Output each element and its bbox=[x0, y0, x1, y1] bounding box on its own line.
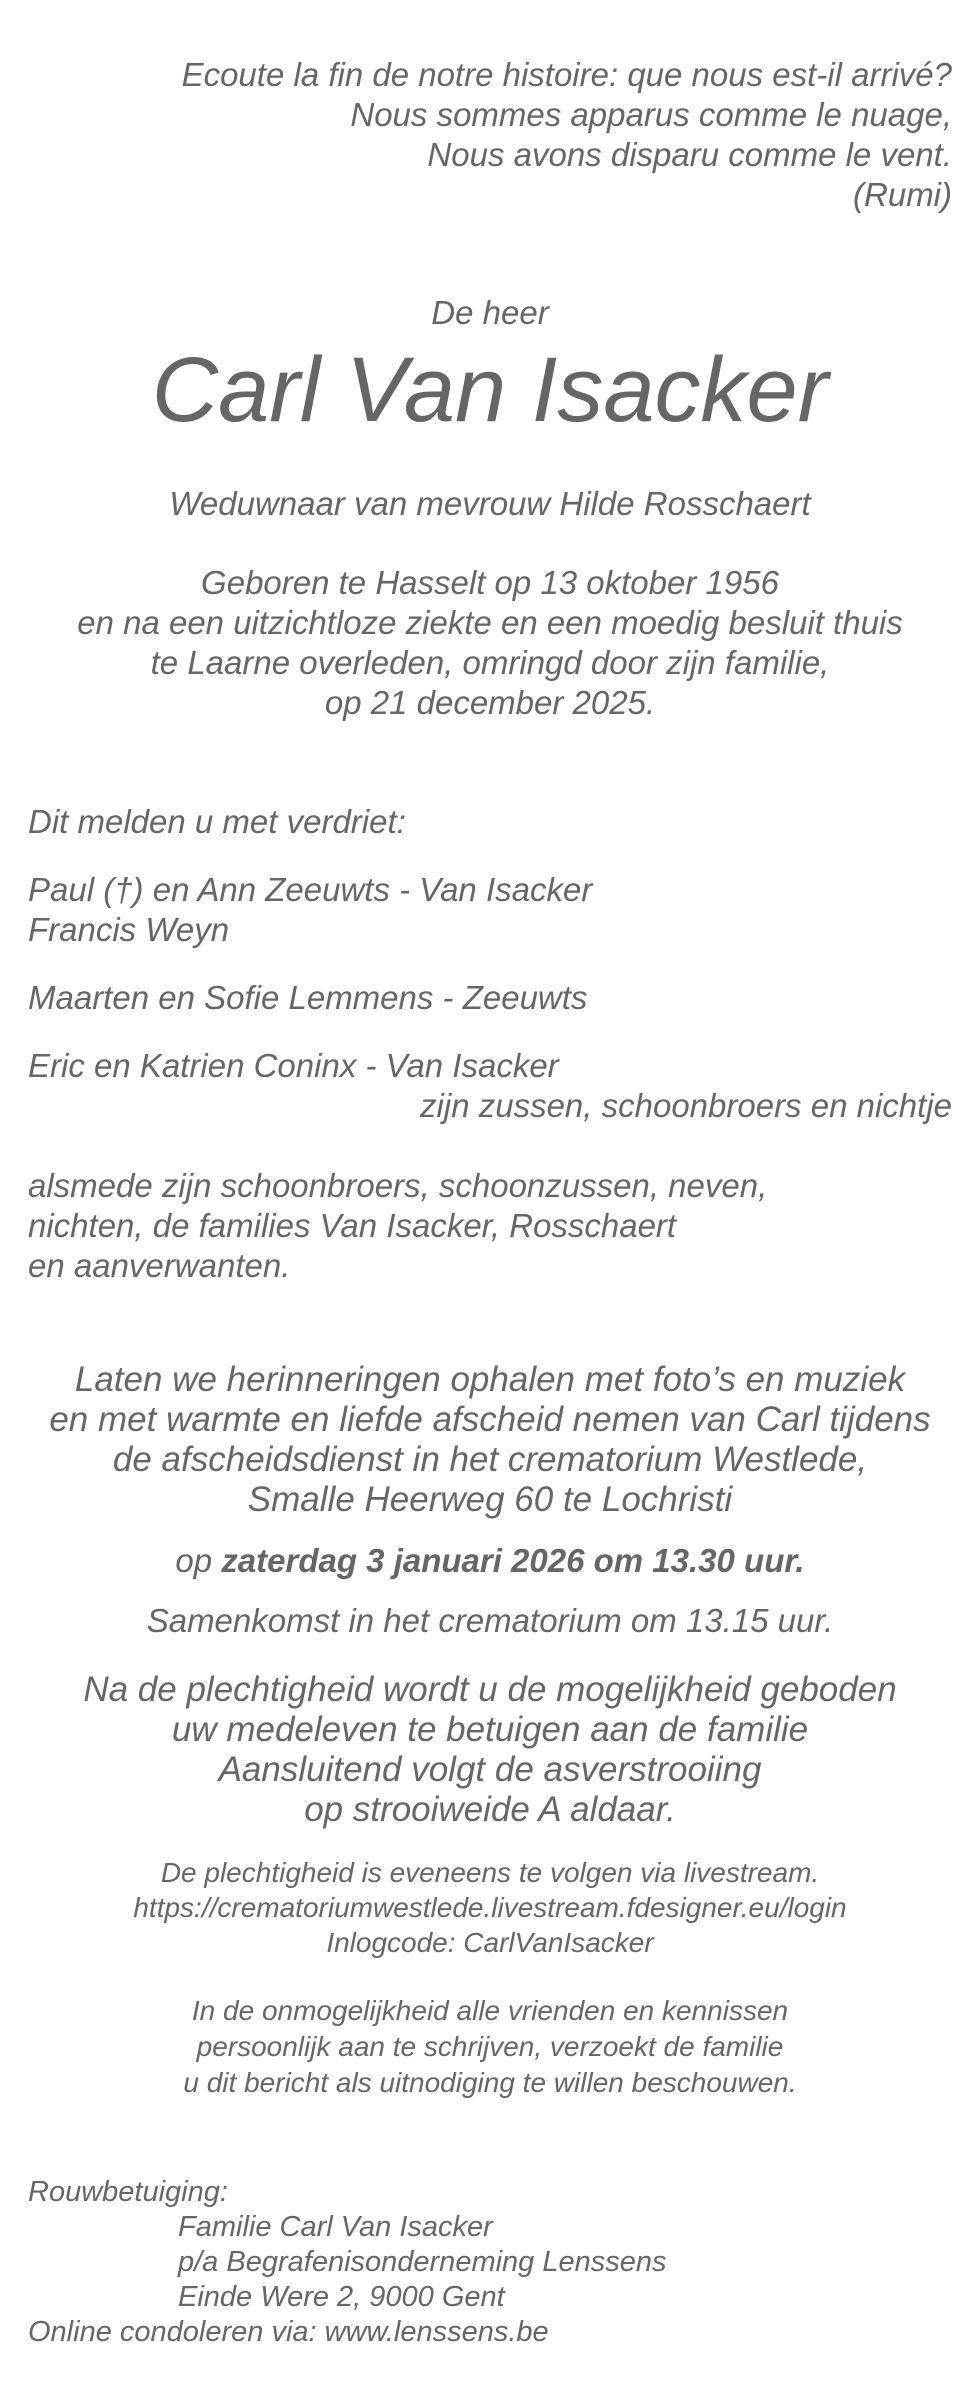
after-line: Aansluitend volgt de asverstrooiing bbox=[218, 1750, 762, 1789]
further-relatives bbox=[28, 1166, 952, 1286]
birth-line: Geboren te Hasselt op 13 oktober 1956 bbox=[201, 564, 779, 601]
condolence-info bbox=[28, 2175, 952, 2350]
ceremony-address: Smalle Heerweg 60 te Lochristi bbox=[247, 1480, 733, 1519]
deceased-name: Carl Van Isacker bbox=[151, 339, 829, 441]
family-intro: Dit melden u met verdriet: bbox=[28, 803, 406, 840]
quote-line: Ecoute la fin de notre histoire: que nous est-il arrivé? bbox=[181, 56, 952, 93]
livestream-code: Inlogcode: CarlVanIsacker bbox=[326, 1927, 654, 1958]
mourners-list bbox=[28, 870, 952, 1126]
mourner-group bbox=[28, 870, 952, 950]
condolence-label: Rouwbetuiging: bbox=[28, 2176, 228, 2208]
invitation-notice bbox=[28, 1993, 952, 2101]
quote-attribution: (Rumi) bbox=[853, 176, 952, 213]
death-line: en na een uitzichtloze ziekte en een moedig besluit thuis bbox=[77, 604, 903, 641]
ceremony-line: Laten we herinneringen ophalen met foto’s en muziek bbox=[74, 1360, 906, 1399]
relatives-line: nichten, de families Van Isacker, Rosschaert bbox=[28, 1207, 677, 1244]
death-line: te Laarne overleden, omringd door zijn familie, bbox=[150, 644, 830, 681]
livestream-info bbox=[28, 1855, 952, 1960]
death-date: op 21 december 2025. bbox=[324, 684, 656, 721]
after-ceremony bbox=[28, 1670, 952, 1830]
mourner-line: Francis Weyn bbox=[28, 911, 230, 948]
mourner-line: Maarten en Sofie Lemmens - Zeeuwts bbox=[28, 979, 588, 1016]
ceremony-invitation bbox=[28, 1360, 952, 1520]
date-value: zaterdag 3 januari 2026 om 13.30 uur. bbox=[221, 1542, 805, 1579]
notice-line: u dit bericht als uitnodiging te willen beschouwen. bbox=[183, 2067, 797, 2098]
after-line: Na de plechtigheid wordt u de mogelijkheid geboden bbox=[83, 1670, 897, 1709]
ceremony-date bbox=[28, 1541, 952, 1581]
notice-line: In de onmogelijkheid alle vrienden en kennissen bbox=[191, 1995, 789, 2026]
gathering-time: Samenkomst in het crematorium om 13.15 uur. bbox=[146, 1602, 834, 1639]
rumi-quote bbox=[28, 55, 952, 215]
mourner-group bbox=[28, 1046, 952, 1126]
relatives-line: en aanverwanten. bbox=[28, 1247, 291, 1284]
condolence-address-line: Familie Carl Van Isacker bbox=[178, 2211, 493, 2243]
online-condolence-link[interactable]: Online condoleren via: www.lenssens.be bbox=[28, 2316, 549, 2348]
condolence-address-line: Einde Were 2, 9000 Gent bbox=[178, 2281, 505, 2313]
ceremony-line: de afscheidsdienst in het crematorium Westlede, bbox=[112, 1440, 868, 1479]
relatives-line: alsmede zijn schoonbroers, schoonzussen, neven, bbox=[28, 1167, 768, 1204]
birth-death-details bbox=[28, 563, 952, 723]
mourner-group bbox=[28, 978, 952, 1018]
livestream-line: De plechtigheid is eveneens te volgen via livestream. bbox=[160, 1857, 820, 1888]
date-prefix: op bbox=[175, 1542, 213, 1579]
quote-line: Nous sommes apparus comme le nuage, bbox=[350, 96, 952, 133]
after-line: op strooiweide A aldaar. bbox=[304, 1790, 676, 1829]
family-relation: zijn zussen, schoonbroers en nichtje bbox=[420, 1087, 952, 1124]
after-line: uw medeleven te betuigen aan de familie bbox=[171, 1710, 809, 1749]
notice-line: persoonlijk aan te schrijven, verzoekt de familie bbox=[196, 2031, 784, 2062]
mourner-line: Paul (†) en Ann Zeeuwts - Van Isacker bbox=[28, 871, 593, 908]
salutation: De heer bbox=[431, 294, 549, 331]
mourner-line: Eric en Katrien Coninx - Van Isacker bbox=[28, 1047, 559, 1084]
ceremony-line: en met warmte en liefde afscheid nemen van Carl tijdens bbox=[49, 1400, 931, 1439]
livestream-link[interactable]: https://crematoriumwestlede.livestream.fdesigner.eu/login bbox=[133, 1892, 847, 1923]
quote-line: Nous avons disparu comme le vent. bbox=[427, 136, 952, 173]
condolence-address-line: p/a Begrafenisonderneming Lenssens bbox=[178, 2246, 667, 2278]
widower-line: Weduwnaar van mevrouw Hilde Rosschaert bbox=[169, 485, 811, 522]
